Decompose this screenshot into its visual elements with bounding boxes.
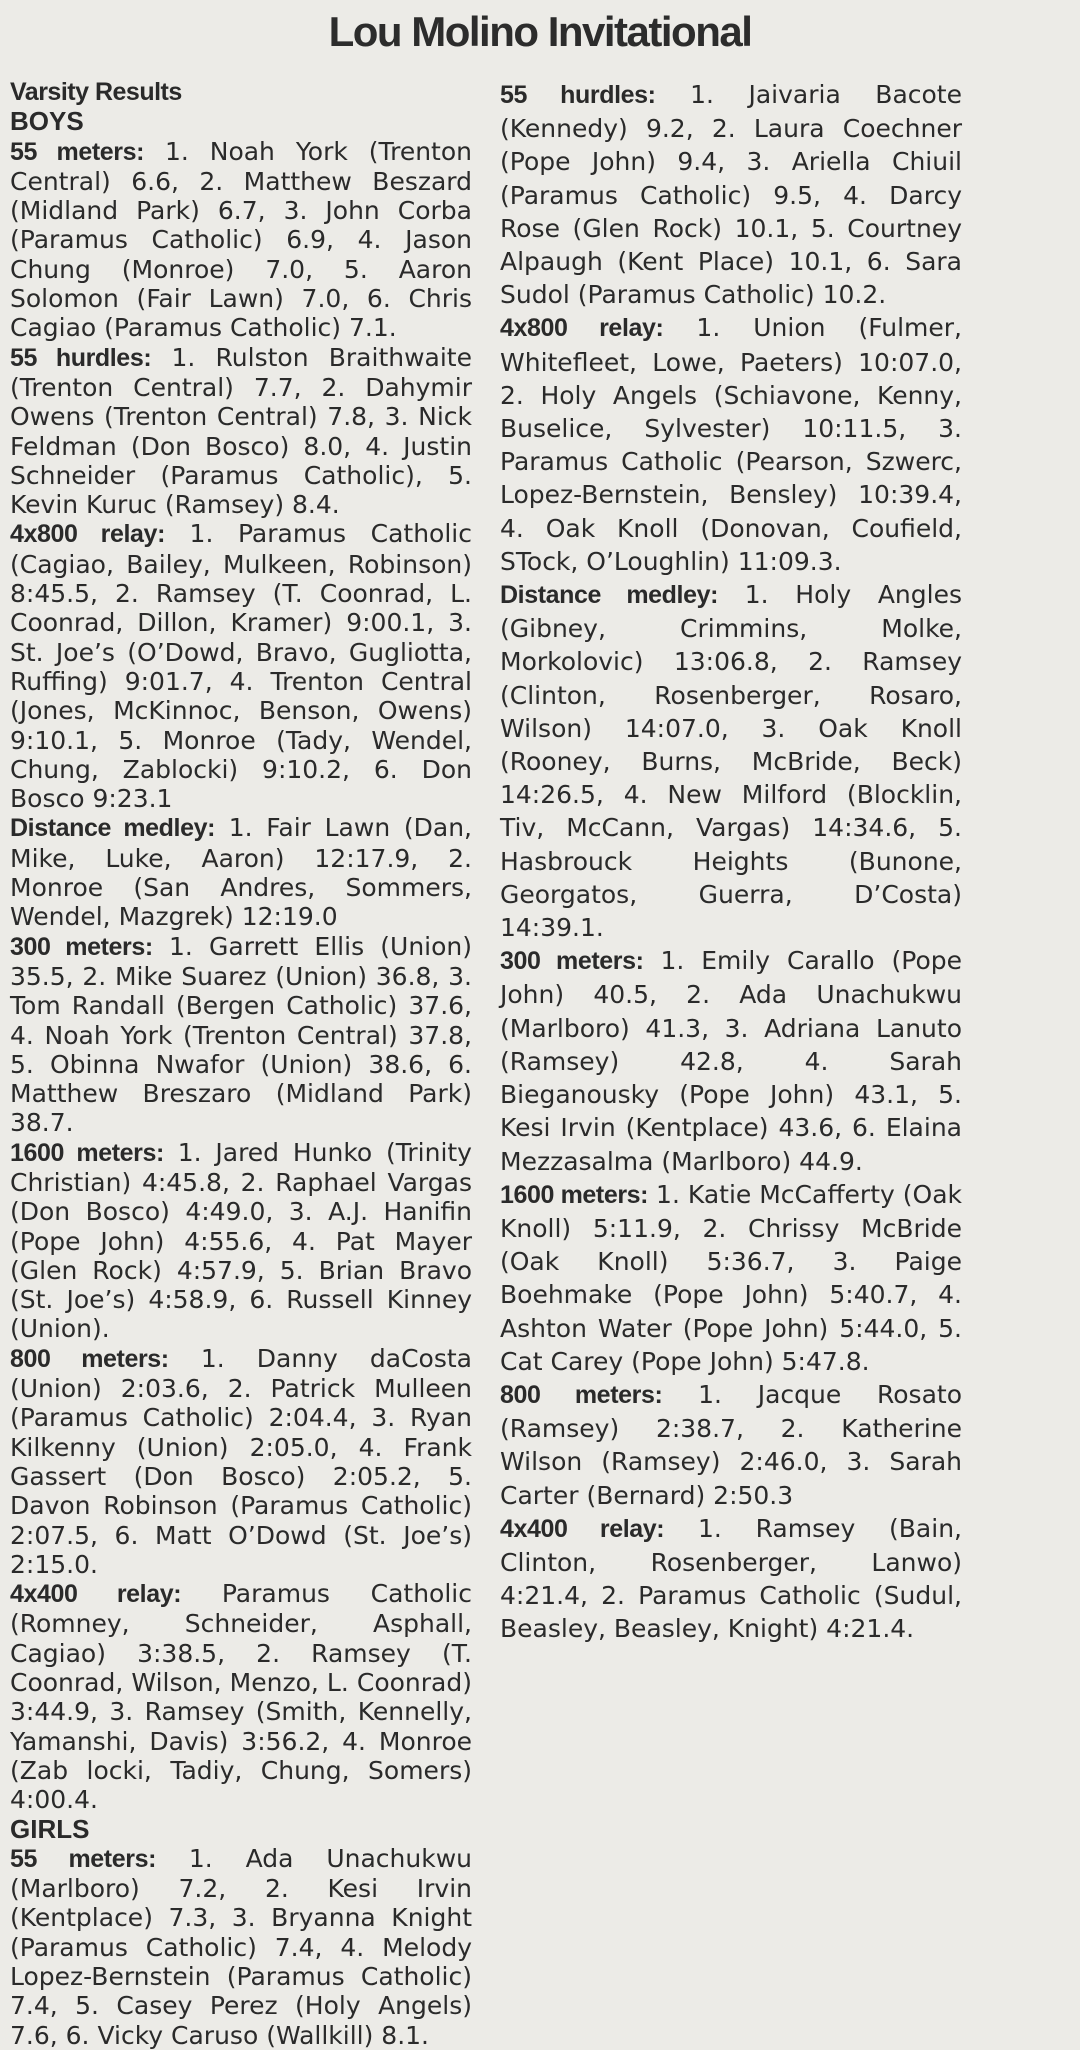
result-paragraph: [10, 1579, 472, 1814]
event-results: 1. Jaivaria Bacote (Kennedy) 9.2, 2. Laura Coechner (Pope John) 9.4, 3. Ariella Chiuil (Paramus Catholic) 9.5, 4. Darcy Rose (Glen Rock) 10.1, 5. Courtney Alpaugh (Kent Place) 10.1, 6. Sara Sudol (Paramus Catholic) 10.2.: [500, 80, 962, 310]
event-results: 1. Katie McCafferty (Oak Knoll) 5:11.9, 2. Chrissy McBride (Oak Knoll) 5:36.7, 3. Paige Boehmake (Pope John) 5:40.7, 4. Ashton Water (Pope John) 5:44.0, 5. Cat Carey (Pope John) 5:47.8.: [500, 1179, 962, 1376]
event-results: 1. Noah York (Trenton Central) 6.6, 2. Matthew Beszard (Midland Park) 6.7, 3. John Corba (Paramus Catholic) 6.9, 4. Jason Chung (Monroe) 7.0, 5. Aaron Solomon (Fair Lawn) 7.0, 6. Chris Cagiao (Paramus Catholic) 7.1.: [10, 136, 472, 343]
event-results: 1. Emily Carallo (Pope John) 40.5, 2. Ada Unachukwu (Marlboro) 41.3, 3. Adriana Lanuto (Ramsey) 42.8, 4. Sarah Bieganousky (Pope John) 43.1, 5. Kesi Irvin (Kentplace) 43.6, 6. Elaina Mezzasalma (Marlboro) 44.9.: [500, 946, 962, 1176]
result-paragraph: [500, 1178, 962, 1378]
event-results: 1. Paramus Catholic (Cagiao, Bailey, Mulkeen, Robinson) 8:45.5, 2. Ramsey (T. Coonrad, L. Coonrad, Dillon, Kramer) 9:00.1, 3. St. Joe’s (O’Dowd, Bravo, Gugliotta, Ruffing) 9:01.7, 4. Trenton Central (Jones, McKinnoc, Benson, Owens) 9:10.1, 5. Monroe (Tady, Wendel, Chung, Zablocki) 9:10.2, 6. Don Bosco 9:23.1: [10, 519, 472, 814]
event-results: 1. Jacque Rosato (Ramsey) 2:38.7, 2. Katherine Wilson (Ramsey) 2:46.0, 3. Sarah Carter (Bernard) 2:50.3: [500, 1379, 963, 1510]
event-name: 4x400 relay:: [10, 1580, 182, 1609]
result-paragraph: [500, 1512, 962, 1646]
event-name: 800 meters:: [10, 1344, 169, 1373]
result-paragraph: [500, 311, 962, 578]
event-name: 1600 meters:: [10, 1138, 164, 1167]
event-results: 1. Rulston Braithwaite (Trenton Central) 7.7, 2. Dahymir Owens (Trenton Central) 7.8, 3. Nick Feldman (Don Bosco) 8.0, 4. Justin Schneider (Paramus Catholic), 5. Kevin Kuruc (Ramsey) 8.4.: [10, 342, 472, 520]
result-paragraph: [10, 932, 472, 1138]
result-paragraph: [500, 78, 962, 311]
event-results: Paramus Catholic (Romney, Schneider, Asphall, Cagiao) 3:38.5, 2. Ramsey (T. Coonrad, Wilson, Menzo, L. Coonrad) 3:44.9, 3. Ramsey (Smith, Kennelly, Yamanshi, Davis) 3:56.2, 4. Monroe (Zab locki, Tadiy, Chung, Somers) 4:00.4.: [10, 1579, 472, 1815]
event-results: 1. Garrett Ellis (Union) 35.5, 2. Mike Suarez (Union) 36.8, 3. Tom Randall (Bergen Catholic) 37.6, 4. Noah York (Trenton Central) 37.8, 5. Obinna Nwafor (Union) 38.6, 6. Matthew Breszaro (Midland Park) 38.7.: [10, 931, 473, 1138]
result-paragraph: [500, 1378, 962, 1512]
left-column: [10, 78, 472, 2050]
event-results: 1. Danny daCosta (Union) 2:03.6, 2. Patrick Mulleen (Paramus Catholic) 2:04.4, 3. Ryan Kilkenny (Union) 2:05.0, 4. Frank Gassert (Don Bosco) 2:05.2, 5. Davon Robinson (Paramus Catholic) 2:07.5, 6. Matt O’Dowd (St. Joe’s) 2:15.0.: [10, 1343, 473, 1579]
result-paragraph: [10, 1844, 472, 2050]
result-paragraph: [10, 137, 472, 343]
event-results: 1. Ramsey (Bain, Clinton, Rosenberger, Lanwo) 4:21.4, 2. Paramus Catholic (Sudul, Beasley, Beasley, Knight) 4:21.4.: [500, 1513, 962, 1644]
event-name: 55 hurdles:: [500, 81, 656, 109]
event-name: Distance medley:: [500, 581, 719, 610]
event-name: 55 meters:: [10, 137, 145, 166]
result-paragraph: [10, 1138, 472, 1344]
event-name: 1600 meters:: [500, 1180, 649, 1209]
varsity-results-label: Varsity Results: [10, 78, 182, 106]
right-column: [500, 78, 962, 1646]
result-paragraph: [10, 813, 472, 931]
event-results: 1. Fair Lawn (Dan, Mike, Luke, Aaron) 12:17.9, 2. Monroe (San Andres, Sommers, Wendel, Mazgrek) 12:19.0: [10, 813, 472, 932]
girls-heading: GIRLS: [10, 1813, 90, 1844]
result-paragraph: [10, 1344, 472, 1579]
event-name: 4x800 relay:: [10, 520, 165, 549]
event-name: 300 meters:: [10, 932, 153, 961]
event-name: 4x800 relay:: [500, 314, 664, 343]
boys-heading: BOYS: [10, 106, 84, 137]
event-name: 55 hurdles:: [10, 343, 152, 372]
headline: Lou Molino Invitational: [328, 8, 752, 55]
event-results: 1. Holy Angles (Gibney, Crimmins, Molke, Morkolovic) 13:06.8, 2. Ramsey (Clinton, Rosenberger, Rosaro, Wilson) 14:07.0, 3. Oak Knoll (Rooney, Burns, McBride, Beck) 14:26.5, 4. New Milford (Blocklin, Tiv, McCann, Vargas) 14:34.6, 5. Hasbrouck Heights (Bunone, Georgatos, Guerra, D’Costa) 14:39.1.: [500, 580, 962, 943]
event-name: 300 meters:: [500, 947, 644, 976]
result-paragraph: [500, 944, 962, 1177]
result-paragraph: [10, 343, 472, 520]
event-results: 1. Jared Hunko (Trinity Christian) 4:45.8, 2. Raphael Vargas (Don Bosco) 4:49.0, 3. A.J. Hanifin (Pope John) 4:55.6, 4. Pat Mayer (Glen Rock) 4:57.9, 5. Brian Bravo (St. Joe’s) 4:58.9, 6. Russell Kinney (Union).: [10, 1137, 472, 1344]
result-paragraph: [500, 578, 962, 944]
event-name: 55 meters:: [10, 1844, 156, 1873]
event-results: 1. Union (Fulmer, Whitefleet, Lowe, Paeters) 10:07.0, 2. Holy Angels (Schiavone, Kenny, Buselice, Sylvester) 10:11.5, 3. Paramus Catholic (Pearson, Szwerc, Lopez-Bernstein, Bensley) 10:39.4, 4. Oak Knoll (Donovan, Coufield, STock, O’Loughlin) 11:09.3.: [500, 313, 962, 576]
event-results: 1. Ada Unachukwu (Marlboro) 7.2, 2. Kesi Irvin (Kentplace) 7.3, 3. Bryanna Knight (Paramus Catholic) 7.4, 4. Melody Lopez-Bernstein (Paramus Catholic) 7.4, 5. Casey Perez (Holy Angels) 7.6, 6. Vicky Caruso (Wallkill) 8.1.: [10, 1843, 472, 2050]
event-name: Distance medley:: [10, 814, 216, 843]
event-name: 4x400 relay:: [500, 1514, 665, 1543]
event-name: 800 meters:: [500, 1380, 663, 1409]
result-paragraph: [10, 519, 472, 813]
